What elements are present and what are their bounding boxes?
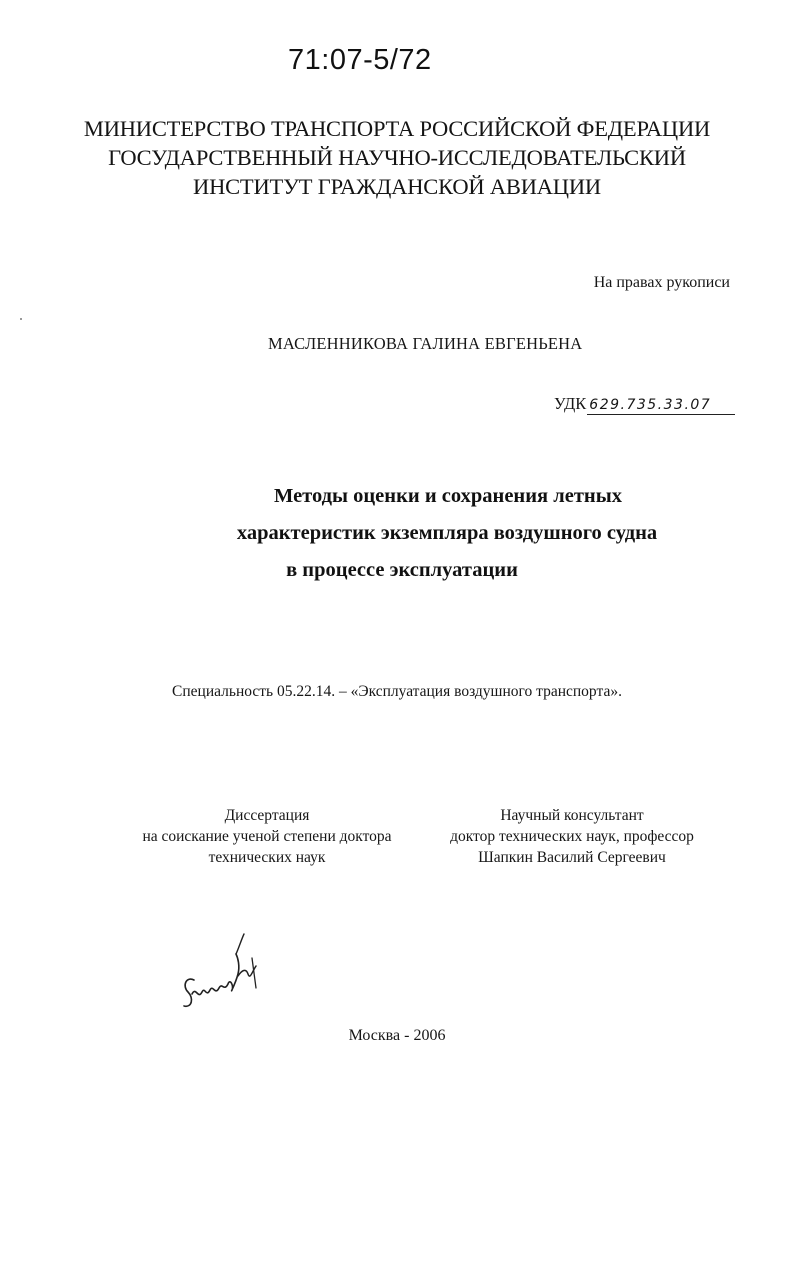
title-line: характеристик экземпляра воздушного судна bbox=[236, 522, 658, 544]
ministry-line: ГОСУДАРСТВЕННЫЙ НАУЧНО-ИССЛЕДОВАТЕЛЬСКИЙ bbox=[108, 145, 686, 170]
ministry-line: ИНСТИТУТ ГРАЖДАНСКОЙ АВИАЦИИ bbox=[193, 174, 601, 199]
handwritten-signature bbox=[172, 928, 272, 1020]
archive-code-stamp: 71:07-5/72 bbox=[288, 44, 432, 76]
dissertation-line: Диссертация bbox=[224, 807, 310, 824]
dissertation-line: технических наук bbox=[208, 849, 326, 866]
title-line: Методы оценки и сохранения летных bbox=[273, 485, 623, 507]
consultant-line: Шапкин Василий Сергеевич bbox=[478, 849, 666, 866]
city-year: Москва - 2006 bbox=[348, 1027, 446, 1044]
margin-mark bbox=[20, 318, 22, 320]
rights-note: На правах рукописи bbox=[593, 274, 730, 291]
udk-classification bbox=[554, 394, 735, 415]
ministry-header bbox=[0, 114, 794, 201]
dissertation-title bbox=[0, 478, 794, 589]
dissertation-block bbox=[128, 805, 406, 868]
consultant-block bbox=[436, 805, 708, 868]
dissertation-line: на соискание ученой степени доктора bbox=[142, 828, 392, 845]
consultant-line: доктор технических наук, профессор bbox=[450, 828, 694, 845]
author-name: МАСЛЕННИКОВА ГАЛИНА ЕВГЕНЬЕНА bbox=[268, 334, 583, 353]
consultant-line: Научный консультант bbox=[500, 807, 644, 824]
udk-label: УДК bbox=[554, 394, 587, 413]
title-line: в процессе эксплуатации bbox=[286, 559, 518, 581]
udk-handwritten-value: 629.735.33.07 bbox=[587, 396, 735, 415]
specialty-line: Специальность 05.22.14. – «Эксплуатация воздушного транспорта». bbox=[172, 683, 622, 700]
ministry-line: МИНИСТЕРСТВО ТРАНСПОРТА РОССИЙСКОЙ ФЕДЕРАЦИИ bbox=[83, 116, 711, 141]
